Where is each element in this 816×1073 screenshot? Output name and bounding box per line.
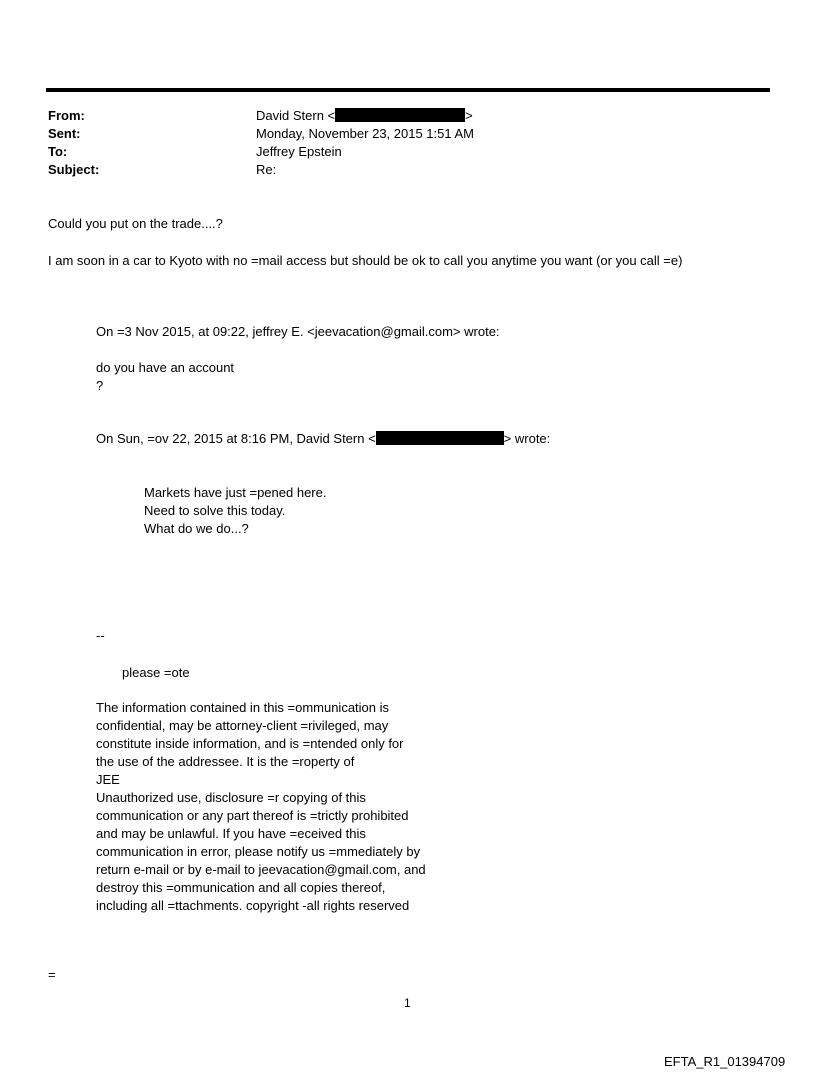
subject-label: Subject:	[48, 162, 100, 177]
disclaimer-line: confidential, may be attorney-client =rivileged, may	[96, 718, 389, 733]
from-value	[256, 107, 473, 125]
quote1-header: On =3 Nov 2015, at 09:22, jeffrey E. <jeevacation@gmail.com> wrote:	[96, 324, 500, 339]
from-name: David Stern <	[256, 108, 336, 123]
quote2-header-suffix: > wrote:	[503, 431, 551, 446]
disclaimer-line: Unauthorized use, disclosure =r copying of this	[96, 790, 366, 805]
header-rule	[46, 88, 770, 92]
page-number: 1	[404, 996, 411, 1010]
disclaimer	[96, 699, 426, 915]
quote2-header	[96, 430, 550, 448]
quote1-line-2: ?	[96, 378, 104, 393]
disclaimer-line: communication or any part thereof is =trictly prohibited	[96, 808, 409, 823]
quote2-body	[144, 484, 326, 538]
signature-dashes: --	[96, 628, 105, 643]
quote2-line: Markets have just =pened here.	[144, 485, 327, 500]
please-note: please =ote	[122, 665, 190, 680]
to-label: To:	[48, 144, 68, 159]
disclaimer-line: JEE	[96, 772, 120, 787]
disclaimer-line: including all =ttachments. copyright -all rights reserved	[96, 898, 410, 913]
disclaimer-line: and may be unlawful. If you have =eceived this	[96, 826, 366, 841]
trailer-char: =	[48, 967, 56, 982]
redaction-box	[376, 431, 504, 445]
subject-value: Re:	[256, 162, 277, 177]
disclaimer-line: return e-mail or by e-mail to jeevacation@gmail.com, and	[96, 862, 426, 877]
from-label: From:	[48, 108, 85, 123]
quote2-line: What do we do...?	[144, 521, 249, 536]
disclaimer-line: the use of the addressee. It is the =roperty of	[96, 754, 355, 769]
disclaimer-line: communication in error, please notify us =mmediately by	[96, 844, 421, 859]
disclaimer-line: destroy this =ommunication and all copies thereof,	[96, 880, 386, 895]
sent-value: Monday, November 23, 2015 1:51 AM	[256, 126, 474, 141]
quote2-line: Need to solve this today.	[144, 503, 286, 518]
from-close: >	[465, 108, 473, 123]
document-id: EFTA_R1_01394709	[664, 1054, 786, 1069]
body-line-1: Could you put on the trade....?	[48, 216, 223, 231]
sent-label: Sent:	[48, 126, 81, 141]
disclaimer-line: The information contained in this =ommunication is	[96, 700, 390, 715]
disclaimer-line: constitute inside information, and is =ntended only for	[96, 736, 404, 751]
body-line-2: I am soon in a car to Kyoto with no =mail access but should be ok to call you anytime you want (or you call =e)	[48, 253, 683, 268]
redaction-box	[335, 108, 465, 122]
quote2-header-prefix: On Sun, =ov 22, 2015 at 8:16 PM, David Stern <	[96, 431, 376, 446]
quote1-line-1: do you have an account	[96, 360, 235, 375]
to-value: Jeffrey Epstein	[256, 144, 342, 159]
